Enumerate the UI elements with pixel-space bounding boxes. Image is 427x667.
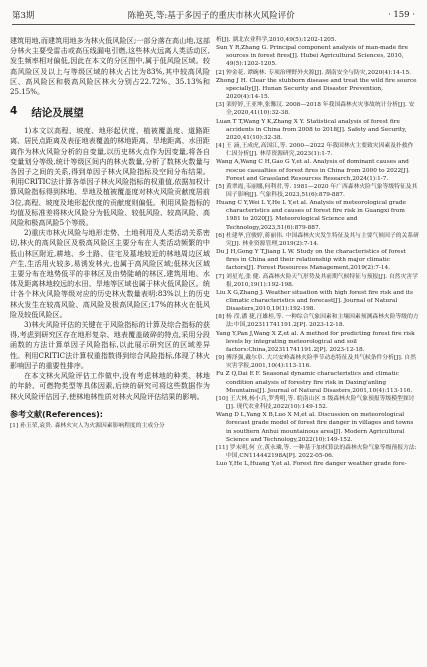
reference-entry: Wang A,Wang C H,Gao G Y,et al. Analysis of dominant causes and rescue casualties of forest fires in China from 2000 to 2022[J]. Forest and Grassland Resources Research,2024(1):1-7. xyxy=(216,159,410,182)
reference-entry: Sun Y R,Zhang G. Principal component analysis of man-made fire sources in forest fires[J]. Hubei Agricultural Sciences, 2010, 49(5):1202-1205. xyxy=(216,45,409,68)
left-column xyxy=(10,36,210,430)
references-heading: 参考文献(References): xyxy=(10,409,103,419)
reference-entry: [3] 栾婷婷,王亚坤,张馨汉. 2008—2018 年我国森林火灾事故统计分析[J]. 安全,2020,41(10):32-38. xyxy=(216,102,415,117)
right-column xyxy=(216,36,419,468)
reference-entry: Fu Z Q,Dai E F. Seasonal dynamic characteristics and climatic condition analysis of forestry fire risk in Daxing'anling Mountains[J]. Journal of Natural Disasters,2001,10(4):113-116. xyxy=(216,371,413,394)
reference-entry: [9] 傅泽强,戴尔阜. 大兴安岭森林火险季节动态特征及其气候条件分析[J]. 自然灾害学报,2001,10(4):113-116. xyxy=(216,355,417,370)
outlook-paragraph: 在本文林火风险评估工作做中,没有考虑林地的种类、林地的年龄、可燃物类型等具体因素,后续的研究可将这些数据作为林火风险评估因子,使林地林性质对林火风险评估结果的影响。 xyxy=(10,371,210,401)
reference-entry: [10] 王大林,杨小兵,罗秀明,等. 皖南山区 5 级森林火险气象预报等级模型探讨[J]. 现代农业科技,2022(10):149-152. xyxy=(216,395,415,411)
reference-entry: Huang C Y,Wei L Y,He L Y,et al. Analysis of meteorological grade characteristics and causes of forest fire risk in Guangxi from 1981 to 2020[J]. Meteorological Science and Technology,2023,51(6):879-887. xyxy=(216,200,406,231)
reference-entry: [11] 罗未明,何 立,黄永璘,等. 一种基于加权算法的森林火险气象等级预报方法:中国,CN114442198A[P]. 2022-05-06. xyxy=(216,444,417,459)
reference-entry: Du J H,Gong Y T,Jiang L W. Study on the characteristics of forest fires in China and their relationship with major climatic factors[J]. Forest Resources Management,2019(2):7-14. xyxy=(216,249,406,272)
reference-entry: [2] 钟金花. 谭碗林. 专项治理野外火源[J]. 湖南安全与防灾,2020(4):14-15. xyxy=(216,69,412,76)
reference-entry: Liu X G,Zhang J. Weather situation with high forest fire risk and its climatic characteristics and forecast[J]. Journal of Natural Disasters,2010,19(1):192-198. xyxy=(216,289,414,313)
reference-entry: Wang D L,Yang X B,Luo X M,et al. Discussion on meteorological forecast grade model of forest fire danger in villages and towns in southern Anhui mountainous area[J]. Modern Agricultural Science and Technology,2022(10):149-152. xyxy=(216,412,414,443)
reference-entry: [1] 孙玉荣,袁贵. 森林火灾人为火源因素影响程度的主成分分 xyxy=(10,422,165,429)
reference-entry: Yang Y,Pan J,Wang X Z,et al. A method for predicting forest fire risk levels by integrating meteorological and soil factors:China,202311741191.2[P]. 2023-12-18. xyxy=(216,330,415,353)
reference-entry: Luan T T,Wang Y K,Zhang X Y. Statistical analysis of forest fire accidents in China from 2008 to 2018[J]. Safety and Security, 2020,41(10):32-38. xyxy=(216,118,407,141)
reference-entry: [7] 刘星光,张 健. 高森林火险天气形势及其前期气候特征与预报[J]. 自然灾害学报,2010,19(1):192-198. xyxy=(216,273,418,288)
reference-entry: Luo Y,He L,Huang Y,et al. Forest fire danger weather grade fore- xyxy=(216,461,407,468)
conclusion-paragraph-1: 1)本文以高程、坡度、地形起伏度、植被覆盖度、道路距离、居民点距离及表征地表覆盖的林地距离、旱地距离、水田距离作为林火风险分析的自变量,以历史林火点作为因变量,将各自变量划分等级,统计等级区间内的林火数量,分析了数林火数量与各因子之间的关系,得到单因子林火风险指标及空间分布结果。利用CRITIC法计算各单因子林火风险指标的权重值,依据加权计算风险指标得到林地、旱地及植被覆盖度对林火风险贡献度居前3位,高程、坡度及地形起伏度的贡献度则偏低。利用风险指标的均值及标准差将林火风险分为低风险、较低风险、较高风险、高风险和极高风险5个等级。 xyxy=(10,126,210,228)
reference-entry: [6] 杜建华,宫骏婷,蒋丽伟. 中国森林火灾发生特征及其与主要气候因子的关系研究[J]. 林业资源管理,2019(2):7-14. xyxy=(216,232,419,247)
reference-entry: 析[J]. 湖北农业科学,2010,49(5):1202-1205. xyxy=(216,37,337,43)
section-heading xyxy=(10,105,210,120)
issue-number: 第3期 xyxy=(12,11,35,21)
intro-paragraph: 建筑用地,而建筑用地多为林火低风险区;一部分落在高山地,这部分林火主要受雷击或高压线漏电引燃,这些林火远离人类活动区,发生频率相对偏低,因此在本文的分区图中,属于低风险区域。较高风险区及以上与等级区域的林火占比为83%,其中较高风险区、高风险区和极高风险区林火分别占22.72%、35.13%和25.15%。 xyxy=(10,36,210,97)
section-number: 4 xyxy=(10,105,18,118)
reference-entry: [8] 杨 滢,潘 捷,汪雄桂,等. 一种综合气象因素和主壤因素预测森林火险等级的方法:中国,202311741191.2[P]. 2023-12-18. xyxy=(216,314,419,329)
section-title: 结论及展望 xyxy=(31,107,84,120)
reference-entry: Zhong J H. Clear the stubborn disease and treat the wild fire source specially[J]. Hunan Security and Disaster Prevention, 2020(4):14-15. xyxy=(216,77,417,101)
reference-entry: [5] 黄翠霞,韦丽娜,何利君,等. 1981—2020 年广西森林火险气象等级特征及其因子影响[J]. 气象科技,2023,51(6):879-887. xyxy=(216,183,418,198)
conclusion-paragraph-2: 2)重庆市林火风险与地形走势、土地利用及人类活动关系密切,林火的高风险区及极高风险区主要分布在人类活动频繁的中低山林区附近,耕地、乡土路、住宅及墓地较近的林地周边区域产生,生活用火较多,易诱发林火,也属于高风险区域;低林火区域主要分布在地势低平的非林区及由势陡峭的林区,建筑用地、水体及距离林地较远的水田、旱地等区域也属于林火低风险区。统计各个林火风险等级对应的历史林火数量表明:83%以上的历史林火发生在较高风险、高风险及极高风险区;17%的林火在低风险及较低风险区。 xyxy=(10,228,210,319)
conclusion-paragraph-3: 3)林火风险评估的关键在于风险指标的计算及综合指标的获得,考虑到研究区存在地形复杂、地表覆盖破碎的特点,采用分段函数的方法计算单因子风险指标,以此展示研究区的区域差异性。利用CRITIC法计算权重指数得到综合风险指标,体现了林火影响因子的重要性排序。 xyxy=(10,320,210,370)
running-title: 陈艳英,等:基于多因子的重庆市林火风险评价 xyxy=(127,11,295,21)
reference-entry: [4] 王 滴,王成虎,高国江,等. 2000—2022 年我国林火主要致灾因素及扑救作仁因分析[J]. 林草资源研究,2023(1):1-7. xyxy=(216,143,414,158)
running-header xyxy=(12,6,415,25)
page-number: · 159 · xyxy=(387,10,415,20)
